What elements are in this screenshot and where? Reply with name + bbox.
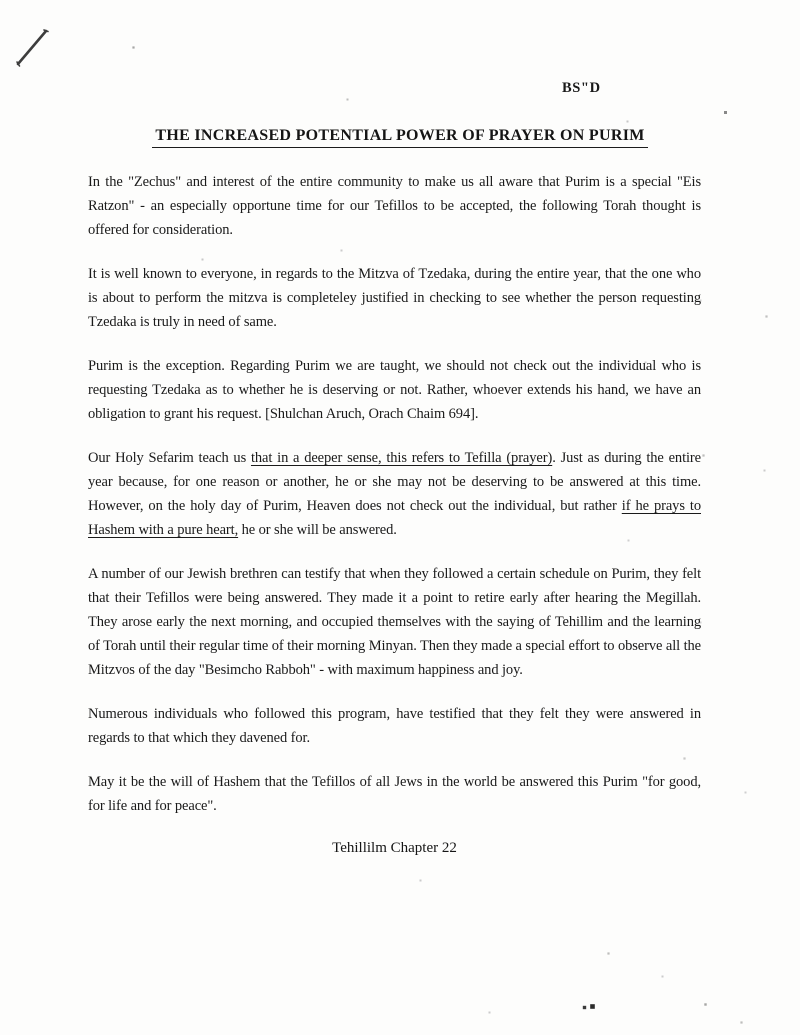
text-run: Purim is the exception. Regarding Purim we are taught, we should not check out the individual who is requesting Tzedaka as to whether he is deserving or not. Rather, whoever extends his hand, we have an obligation to grant his request. [Shulchan Aruch, Orach Chaim 694]. (88, 358, 701, 422)
text-run: he or she will be answered. (238, 522, 397, 538)
paragraph-tzedaka-year (88, 262, 701, 334)
pen-slash-mark (0, 0, 70, 80)
text-run: May it be the will of Hashem that the Tefillos of all Jews in the world be answered this Purim "for good, for life and for peace". (88, 774, 701, 814)
paragraph-will-of-hashem (88, 770, 701, 818)
text-run: . Just as during the entire year because, for one reason or another, he or she may not be deserving to be answered at this time. However, on the holy day of Purim, Heaven does not check out the individual, but rather (88, 450, 701, 514)
text-run: In the "Zechus" and interest of the entire community to make us all aware that Purim is a special "Eis Ratzon" - an especially opportune time for our Tefillos to be accepted, the following Torah thought is offered for consideration. (88, 174, 701, 238)
text-run: A number of our Jewish brethren can testify that when they followed a certain schedule on Purim, they felt that their Tefillos were being answered. They made it a point to retire early after hearing the Megillah. They arose early the next morning, and occupied themselves with the saying of Tehillim and the learning of Torah until their regular time of their morning Minyan. Then they made a special effort to observe all the Mitzvos of the day "Besimcho Rabboh" - with maximum happiness and joy. (88, 566, 702, 678)
document-title: THE INCREASED POTENTIAL POWER OF PRAYER ON PURIM (152, 127, 647, 148)
paragraph-zechus-intro (88, 170, 701, 242)
text-run: It is well known to everyone, in regards to the Mitzva of Tzedaka, during the entire year, that the one who is about to perform the mitzva is completeley justified in checking to see whether the person requesting Tzedaka is truly in need of same. (88, 266, 701, 330)
paragraph-sefarim-tefilla (88, 446, 701, 542)
document-title-row (0, 127, 800, 148)
scan-specks (0, 0, 1, 1)
text-run: Numerous individuals who followed this program, have testified that they felt they were answered in regards to that which they davened for. (88, 706, 701, 746)
text-run: Our Holy Sefarim teach us (88, 450, 251, 466)
footer-caption: Tehillilm Chapter 22 (332, 840, 457, 856)
paragraph-purim-exception (88, 354, 701, 426)
underlined-phrase: if he prays to Hashem with a pure heart, (88, 498, 701, 538)
underlined-phrase: that in a deeper sense, this refers to Tefilla (prayer) (250, 450, 553, 466)
document-body (88, 170, 701, 857)
bsd-mark: BS"D (562, 80, 601, 96)
paragraph-schedule-testimony (88, 562, 701, 682)
paragraph-numerous-individuals (88, 702, 701, 750)
